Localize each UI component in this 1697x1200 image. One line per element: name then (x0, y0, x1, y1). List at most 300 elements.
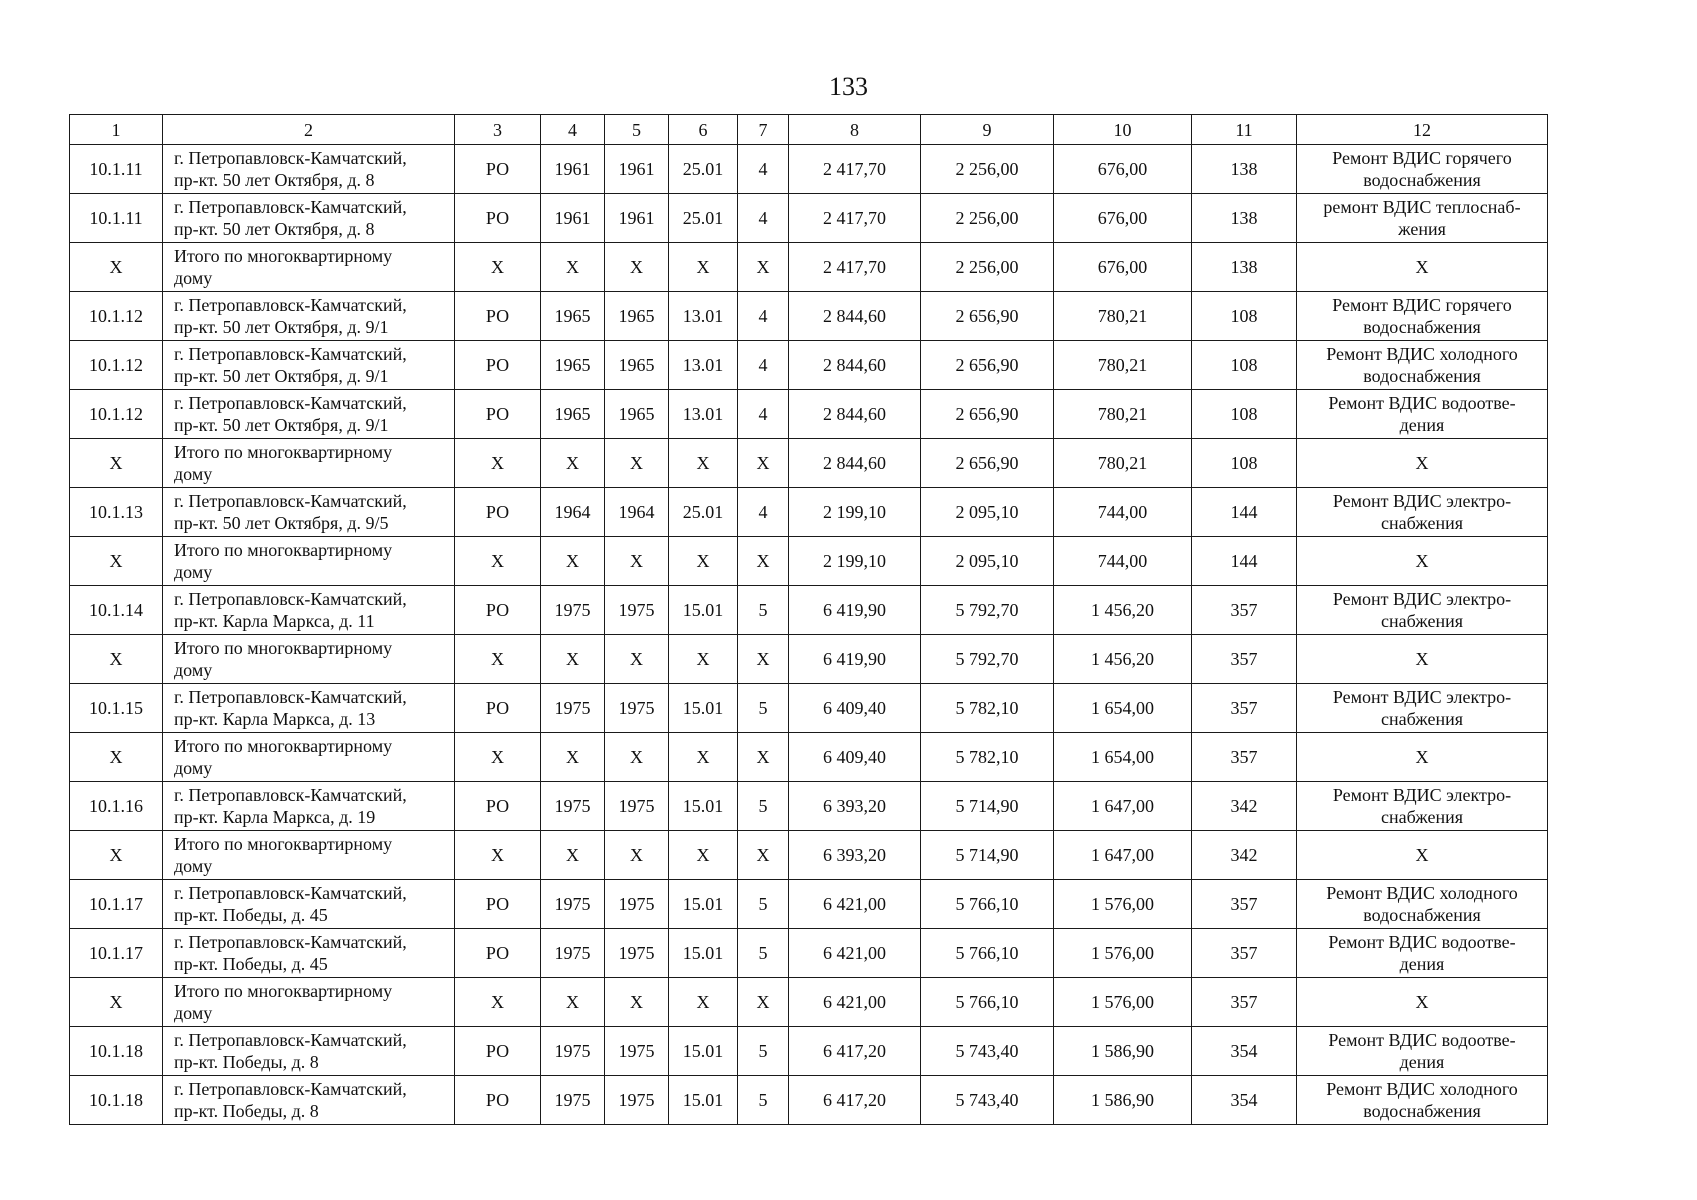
table-cell-col-3: X (455, 831, 541, 880)
table-cell-col-7: 4 (738, 488, 789, 537)
table-cell-col-1: 10.1.12 (70, 390, 163, 439)
table-cell-col-8: 2 417,70 (789, 194, 921, 243)
table-cell-col-11: 144 (1192, 488, 1297, 537)
table-cell-col-4: 1975 (541, 586, 605, 635)
table-cell-col-11: 357 (1192, 684, 1297, 733)
table-cell-col-4: 1975 (541, 684, 605, 733)
table-cell-col-5: 1975 (605, 1076, 669, 1125)
table-cell-col-5: 1961 (605, 145, 669, 194)
table-cell-col-6: 15.01 (669, 586, 738, 635)
table-cell-col-3: РО (455, 145, 541, 194)
table-header (70, 115, 1548, 145)
table-cell-col-5: 1975 (605, 880, 669, 929)
table-cell-col-1: X (70, 831, 163, 880)
cell-line: дому (174, 856, 213, 876)
cell-line: Ремонт ВДИС электро- (1332, 687, 1512, 707)
cell-line: г. Петропавловск-Камчатский, (174, 1030, 407, 1050)
table-cell-col-1: 10.1.16 (70, 782, 163, 831)
table-cell-col-4: 1961 (541, 145, 605, 194)
table-cell-col-11: 357 (1192, 635, 1297, 684)
table-cell-col-7: 4 (738, 292, 789, 341)
table-cell-col-9: 5 782,10 (921, 684, 1054, 733)
cell-line: пр-кт. 50 лет Октября, д. 8 (174, 170, 375, 190)
table-cell-col-3: РО (455, 1027, 541, 1076)
cell-line: г. Петропавловск-Камчатский, (174, 687, 407, 707)
table-cell-col-11: 357 (1192, 929, 1297, 978)
table-cell-col-2 (163, 488, 455, 537)
table-cell-col-8: 6 421,00 (789, 929, 921, 978)
table-cell-col-9: 5 766,10 (921, 929, 1054, 978)
cell-line: пр-кт. 50 лет Октября, д. 9/1 (174, 317, 389, 337)
table-cell-col-9: 5 792,70 (921, 586, 1054, 635)
table-cell-col-8: 2 417,70 (789, 145, 921, 194)
table-row (70, 929, 1548, 978)
table-cell-col-3: X (455, 978, 541, 1027)
table-cell-col-6: X (669, 831, 738, 880)
table-cell-col-6: X (669, 635, 738, 684)
table-cell-col-6: 15.01 (669, 1076, 738, 1125)
table-cell-col-8: 6 419,90 (789, 586, 921, 635)
table-cell-col-12 (1297, 684, 1548, 733)
table-cell-col-4: 1964 (541, 488, 605, 537)
table-cell-col-3: РО (455, 1076, 541, 1125)
cell-line: пр-кт. 50 лет Октября, д. 9/1 (174, 366, 389, 386)
table-cell-col-7: 5 (738, 1076, 789, 1125)
cell-line: дому (174, 660, 213, 680)
table-cell-col-12 (1297, 733, 1548, 782)
table-cell-col-7: 5 (738, 1027, 789, 1076)
cell-line: Ремонт ВДИС водоотве- (1328, 393, 1516, 413)
cell-line: г. Петропавловск-Камчатский, (174, 932, 407, 952)
table-cell-col-4: 1965 (541, 390, 605, 439)
table-cell-col-4: X (541, 733, 605, 782)
table-cell-col-12 (1297, 635, 1548, 684)
table-cell-col-2 (163, 145, 455, 194)
table-cell-col-3: РО (455, 929, 541, 978)
header-cell-2: 2 (163, 115, 455, 145)
table-row (70, 684, 1548, 733)
table-cell-col-6: 13.01 (669, 341, 738, 390)
table-cell-col-12 (1297, 194, 1548, 243)
table-cell-col-8: 6 419,90 (789, 635, 921, 684)
table-cell-col-7: 5 (738, 782, 789, 831)
table-cell-col-8: 2 199,10 (789, 488, 921, 537)
cell-line: пр-кт. 50 лет Октября, д. 9/1 (174, 415, 389, 435)
table-cell-col-8: 6 393,20 (789, 831, 921, 880)
table-cell-col-9: 5 766,10 (921, 880, 1054, 929)
table-cell-col-10: 1 576,00 (1054, 880, 1192, 929)
table-cell-col-3: X (455, 439, 541, 488)
table-cell-col-2 (163, 684, 455, 733)
table-cell-col-7: 5 (738, 586, 789, 635)
cell-line: г. Петропавловск-Камчатский, (174, 197, 407, 217)
header-cell-1: 1 (70, 115, 163, 145)
cell-line: жения (1398, 219, 1446, 239)
table-cell-col-3: РО (455, 341, 541, 390)
cell-line: пр-кт. Карла Маркса, д. 13 (174, 709, 376, 729)
cell-line: Ремонт ВДИС электро- (1332, 491, 1512, 511)
header-cell-10: 10 (1054, 115, 1192, 145)
table-cell-col-12 (1297, 880, 1548, 929)
table-row (70, 194, 1548, 243)
table-cell-col-3: X (455, 243, 541, 292)
table-cell-col-2 (163, 880, 455, 929)
cell-line: г. Петропавловск-Камчатский, (174, 393, 407, 413)
table-cell-col-9: 2 656,90 (921, 341, 1054, 390)
table-cell-col-2 (163, 390, 455, 439)
cell-line: водоснабжения (1363, 905, 1481, 925)
cell-line: X (1415, 845, 1429, 865)
table-cell-col-6: 15.01 (669, 1027, 738, 1076)
table-cell-col-2 (163, 635, 455, 684)
table-cell-col-5: 1975 (605, 586, 669, 635)
table-cell-col-5: X (605, 537, 669, 586)
table-cell-col-1: 10.1.12 (70, 292, 163, 341)
table-cell-col-12 (1297, 243, 1548, 292)
table-cell-col-1: X (70, 733, 163, 782)
table-cell-col-3: РО (455, 586, 541, 635)
table-row (70, 1027, 1548, 1076)
table-cell-col-7: 4 (738, 390, 789, 439)
cell-line: снабжения (1380, 807, 1464, 827)
cell-line: дому (174, 464, 213, 484)
table-cell-col-9: 5 743,40 (921, 1076, 1054, 1125)
cell-line: Итого по многоквартирному (174, 736, 393, 756)
table-cell-col-6: 25.01 (669, 145, 738, 194)
cell-line: X (1415, 453, 1429, 473)
cell-line: водоснабжения (1363, 170, 1481, 190)
table-cell-col-10: 1 456,20 (1054, 635, 1192, 684)
header-cell-4: 4 (541, 115, 605, 145)
table-cell-col-10: 1 576,00 (1054, 929, 1192, 978)
table-cell-col-8: 2 417,70 (789, 243, 921, 292)
table-cell-col-5: X (605, 978, 669, 1027)
table-cell-col-4: X (541, 635, 605, 684)
cell-line: пр-кт. Победы, д. 45 (174, 954, 328, 974)
table-cell-col-11: 138 (1192, 243, 1297, 292)
table-cell-col-4: X (541, 439, 605, 488)
table-cell-col-11: 342 (1192, 782, 1297, 831)
table-cell-col-4: X (541, 831, 605, 880)
table-cell-col-1: 10.1.17 (70, 929, 163, 978)
cell-line: пр-кт. 50 лет Октября, д. 9/5 (174, 513, 389, 533)
table-cell-col-10: 744,00 (1054, 488, 1192, 537)
table-cell-col-12 (1297, 439, 1548, 488)
cell-line: Ремонт ВДИС холодного (1326, 1079, 1518, 1099)
table-cell-col-6: 15.01 (669, 684, 738, 733)
table-cell-col-9: 2 656,90 (921, 390, 1054, 439)
table-row (70, 1076, 1548, 1125)
table-row (70, 978, 1548, 1027)
table-cell-col-8: 6 421,00 (789, 880, 921, 929)
table-cell-col-11: 108 (1192, 341, 1297, 390)
table-cell-col-12 (1297, 831, 1548, 880)
table-cell-col-8: 6 409,40 (789, 684, 921, 733)
cell-line: пр-кт. Победы, д. 8 (174, 1052, 319, 1072)
cell-line: г. Петропавловск-Камчатский, (174, 883, 407, 903)
table-row (70, 586, 1548, 635)
cell-line: дения (1399, 954, 1445, 974)
table-cell-col-2 (163, 194, 455, 243)
table-row (70, 635, 1548, 684)
cell-line: пр-кт. Победы, д. 8 (174, 1101, 319, 1121)
table-body (70, 145, 1548, 1125)
table-cell-col-5: X (605, 439, 669, 488)
table-cell-col-2 (163, 1027, 455, 1076)
page-number: 133 (829, 72, 868, 101)
table-cell-col-6: X (669, 733, 738, 782)
table-cell-col-10: 780,21 (1054, 390, 1192, 439)
table-cell-col-6: 15.01 (669, 880, 738, 929)
table-cell-col-3: РО (455, 488, 541, 537)
table-cell-col-7: 4 (738, 341, 789, 390)
table-cell-col-11: 357 (1192, 880, 1297, 929)
table-cell-col-2 (163, 733, 455, 782)
table-cell-col-3: РО (455, 782, 541, 831)
header-cell-7: 7 (738, 115, 789, 145)
cell-line: Итого по многоквартирному (174, 246, 393, 266)
table-row (70, 243, 1548, 292)
header-cell-6: 6 (669, 115, 738, 145)
table-cell-col-6: 25.01 (669, 194, 738, 243)
cell-line: Итого по многоквартирному (174, 540, 393, 560)
table-cell-col-7: X (738, 733, 789, 782)
table-cell-col-9: 5 792,70 (921, 635, 1054, 684)
table-cell-col-11: 108 (1192, 292, 1297, 341)
table-cell-col-11: 138 (1192, 194, 1297, 243)
table-cell-col-1: X (70, 243, 163, 292)
cell-line: Ремонт ВДИС горячего (1332, 295, 1512, 315)
cell-line: Ремонт ВДИС электро- (1332, 785, 1512, 805)
cell-line: дому (174, 562, 213, 582)
table-cell-col-5: X (605, 733, 669, 782)
table-cell-col-6: X (669, 978, 738, 1027)
table-cell-col-1: X (70, 439, 163, 488)
table-cell-col-12 (1297, 537, 1548, 586)
table-cell-col-1: X (70, 635, 163, 684)
table-cell-col-5: 1975 (605, 1027, 669, 1076)
table-cell-col-9: 2 656,90 (921, 439, 1054, 488)
cell-line: г. Петропавловск-Камчатский, (174, 1079, 407, 1099)
table-cell-col-1: 10.1.13 (70, 488, 163, 537)
table-cell-col-5: 1964 (605, 488, 669, 537)
table-cell-col-8: 2 844,60 (789, 292, 921, 341)
cell-line: г. Петропавловск-Камчатский, (174, 344, 407, 364)
table-cell-col-1: 10.1.14 (70, 586, 163, 635)
table-cell-col-4: 1975 (541, 929, 605, 978)
table-cell-col-4: X (541, 978, 605, 1027)
table-cell-col-5: X (605, 243, 669, 292)
table-cell-col-12 (1297, 782, 1548, 831)
table-cell-col-6: X (669, 243, 738, 292)
table-cell-col-6: 13.01 (669, 292, 738, 341)
table-row (70, 439, 1548, 488)
table-cell-col-2 (163, 537, 455, 586)
table-cell-col-9: 5 743,40 (921, 1027, 1054, 1076)
table-cell-col-11: 354 (1192, 1076, 1297, 1125)
table-cell-col-11: 108 (1192, 439, 1297, 488)
table-cell-col-9: 2 256,00 (921, 194, 1054, 243)
table-cell-col-7: X (738, 243, 789, 292)
table-cell-col-5: 1961 (605, 194, 669, 243)
header-cell-12: 12 (1297, 115, 1548, 145)
table-cell-col-5: 1975 (605, 684, 669, 733)
table-cell-col-9: 5 782,10 (921, 733, 1054, 782)
table-cell-col-2 (163, 243, 455, 292)
table-cell-col-4: 1975 (541, 782, 605, 831)
table-cell-col-10: 780,21 (1054, 341, 1192, 390)
table-cell-col-5: 1975 (605, 782, 669, 831)
table-cell-col-11: 138 (1192, 145, 1297, 194)
table-cell-col-3: X (455, 635, 541, 684)
table-cell-col-4: 1965 (541, 341, 605, 390)
table-cell-col-6: 13.01 (669, 390, 738, 439)
table-cell-col-9: 5 714,90 (921, 831, 1054, 880)
cell-line: Ремонт ВДИС холодного (1326, 344, 1518, 364)
cell-line: пр-кт. Карла Маркса, д. 19 (174, 807, 376, 827)
table-cell-col-2 (163, 782, 455, 831)
table-cell-col-12 (1297, 390, 1548, 439)
table-cell-col-6: 15.01 (669, 782, 738, 831)
table-cell-col-11: 144 (1192, 537, 1297, 586)
table-row (70, 292, 1548, 341)
table-cell-col-4: 1975 (541, 1076, 605, 1125)
table-cell-col-10: 1 586,90 (1054, 1027, 1192, 1076)
table-cell-col-7: X (738, 831, 789, 880)
table-cell-col-10: 1 654,00 (1054, 684, 1192, 733)
table-cell-col-1: 10.1.15 (70, 684, 163, 733)
table-cell-col-1: X (70, 978, 163, 1027)
table-cell-col-9: 5 766,10 (921, 978, 1054, 1027)
table-cell-col-2 (163, 1076, 455, 1125)
table-cell-col-12 (1297, 341, 1548, 390)
table-cell-col-7: 4 (738, 145, 789, 194)
table-cell-col-5: 1965 (605, 341, 669, 390)
table-cell-col-1: 10.1.17 (70, 880, 163, 929)
table-row (70, 733, 1548, 782)
table-cell-col-8: 6 417,20 (789, 1027, 921, 1076)
cell-line: г. Петропавловск-Камчатский, (174, 295, 407, 315)
cell-line: Ремонт ВДИС водоотве- (1328, 1030, 1516, 1050)
cell-line: пр-кт. 50 лет Октября, д. 8 (174, 219, 375, 239)
table-cell-col-11: 357 (1192, 978, 1297, 1027)
cell-line: Итого по многоквартирному (174, 638, 393, 658)
table-cell-col-8: 6 409,40 (789, 733, 921, 782)
table-cell-col-12 (1297, 488, 1548, 537)
table-cell-col-6: 15.01 (669, 929, 738, 978)
header-cell-9: 9 (921, 115, 1054, 145)
table-cell-col-1: X (70, 537, 163, 586)
table-cell-col-1: 10.1.18 (70, 1027, 163, 1076)
cell-line: X (1415, 992, 1429, 1012)
table-cell-col-8: 6 421,00 (789, 978, 921, 1027)
table-cell-col-3: РО (455, 684, 541, 733)
table-cell-col-12 (1297, 978, 1548, 1027)
table-cell-col-9: 2 095,10 (921, 488, 1054, 537)
cell-line: снабжения (1380, 709, 1464, 729)
cell-line: водоснабжения (1363, 366, 1481, 386)
table-cell-col-12 (1297, 1027, 1548, 1076)
table-cell-col-2 (163, 929, 455, 978)
table-cell-col-8: 6 393,20 (789, 782, 921, 831)
cell-line: г. Петропавловск-Камчатский, (174, 148, 407, 168)
table-cell-col-4: X (541, 537, 605, 586)
table-cell-col-10: 1 586,90 (1054, 1076, 1192, 1125)
header-cell-11: 11 (1192, 115, 1297, 145)
table-cell-col-12 (1297, 929, 1548, 978)
cell-line: X (1415, 649, 1429, 669)
cell-line: Итого по многоквартирному (174, 981, 393, 1001)
table-cell-col-10: 1 456,20 (1054, 586, 1192, 635)
table-cell-col-2 (163, 439, 455, 488)
table-cell-col-7: 5 (738, 684, 789, 733)
table-cell-col-8: 2 199,10 (789, 537, 921, 586)
table-row (70, 831, 1548, 880)
table-cell-col-3: РО (455, 390, 541, 439)
table-cell-col-5: 1975 (605, 929, 669, 978)
data-table (69, 114, 1548, 1125)
table-cell-col-3: РО (455, 292, 541, 341)
table-cell-col-9: 2 656,90 (921, 292, 1054, 341)
table-cell-col-10: 744,00 (1054, 537, 1192, 586)
table-cell-col-10: 1 647,00 (1054, 831, 1192, 880)
table-cell-col-6: X (669, 537, 738, 586)
table-cell-col-11: 108 (1192, 390, 1297, 439)
table-cell-col-8: 2 844,60 (789, 341, 921, 390)
table-cell-col-6: X (669, 439, 738, 488)
table-cell-col-12 (1297, 292, 1548, 341)
table-cell-col-7: X (738, 978, 789, 1027)
table-cell-col-8: 6 417,20 (789, 1076, 921, 1125)
cell-line: дения (1399, 1052, 1445, 1072)
cell-line: водоснабжения (1363, 317, 1481, 337)
cell-line: г. Петропавловск-Камчатский, (174, 785, 407, 805)
table-cell-col-11: 357 (1192, 733, 1297, 782)
table-cell-col-2 (163, 586, 455, 635)
cell-line: дому (174, 268, 213, 288)
table-row (70, 390, 1548, 439)
table-cell-col-9: 2 256,00 (921, 145, 1054, 194)
table-row (70, 488, 1548, 537)
table-cell-col-6: 25.01 (669, 488, 738, 537)
table-cell-col-4: 1961 (541, 194, 605, 243)
table-cell-col-8: 2 844,60 (789, 439, 921, 488)
table-cell-col-1: 10.1.12 (70, 341, 163, 390)
table-cell-col-7: 4 (738, 194, 789, 243)
table-cell-col-10: 1 654,00 (1054, 733, 1192, 782)
table-cell-col-10: 1 647,00 (1054, 782, 1192, 831)
table-cell-col-7: X (738, 635, 789, 684)
table-row (70, 341, 1548, 390)
header-row (70, 115, 1548, 145)
table-cell-col-9: 5 714,90 (921, 782, 1054, 831)
table-cell-col-3: РО (455, 194, 541, 243)
table-cell-col-5: X (605, 635, 669, 684)
table-cell-col-1: 10.1.18 (70, 1076, 163, 1125)
cell-line: X (1415, 551, 1429, 571)
table-cell-col-3: X (455, 537, 541, 586)
table-cell-col-4: 1965 (541, 292, 605, 341)
cell-line: пр-кт. Карла Маркса, д. 11 (174, 611, 375, 631)
table-cell-col-2 (163, 831, 455, 880)
header-cell-3: 3 (455, 115, 541, 145)
table-cell-col-10: 1 576,00 (1054, 978, 1192, 1027)
table-cell-col-5: 1965 (605, 390, 669, 439)
table-row (70, 537, 1548, 586)
cell-line: водоснабжения (1363, 1101, 1481, 1121)
table-cell-col-3: РО (455, 880, 541, 929)
cell-line: дому (174, 758, 213, 778)
